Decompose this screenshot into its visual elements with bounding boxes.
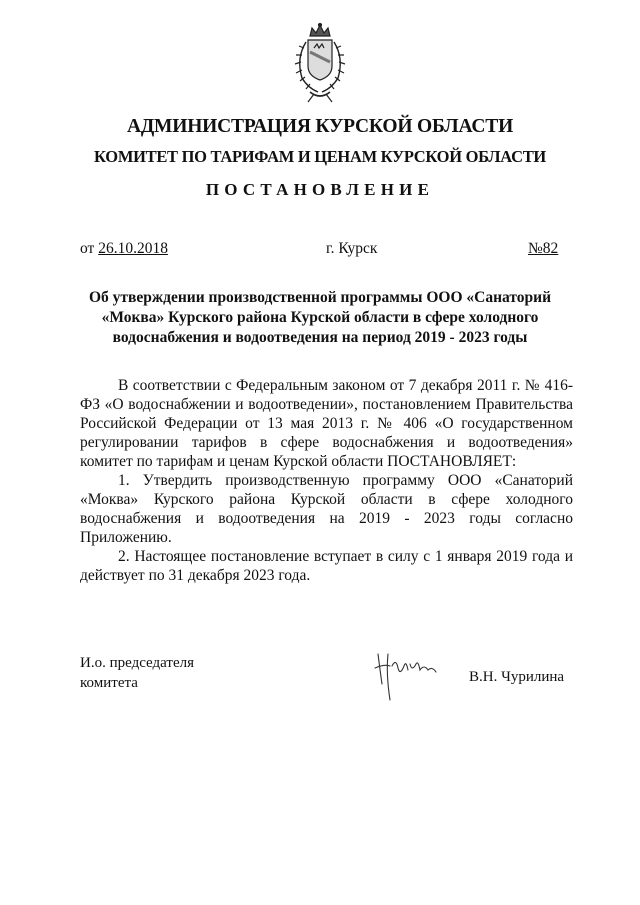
date-prefix: от [80, 240, 95, 257]
signatory-name: В.Н. Чурилина [469, 669, 565, 685]
paragraph-item-2: 2. Настоящее постановление вступает в силу с 1 января 2019 года и действует по 31 декабря 2023 года. [80, 548, 573, 584]
date-value: 26.10.2018 [98, 240, 168, 257]
signatory-position [80, 653, 194, 693]
position-line-1: И.о. председателя [80, 655, 195, 671]
document-subject: Об утверждении производственной программы ООО «Санаторий «Моква» Курского района Курской области в сфере холодного водоснабжения и водоотведения на период 2019 - 2023 годы [88, 289, 552, 346]
committee-title: КОМИТЕТ ПО ТАРИФАМ И ЦЕНАМ КУРСКОЙ ОБЛАСТИ [94, 147, 546, 166]
position-line-2: комитета [80, 675, 138, 691]
handwritten-signature [372, 640, 442, 710]
document-body [80, 376, 573, 585]
kursk-coat-of-arms-icon [288, 22, 352, 104]
document-number: №82 [528, 240, 559, 257]
document-city: г. Курск [326, 240, 378, 257]
paragraph-item-1: 1. Утвердить производственную программу ООО «Санаторий «Моква» Курского района Курской области в сфере холодного водоснабжения и водоотведения на 2019 - 2023 годы согласно Приложению. [80, 472, 573, 546]
org-title: АДМИНИСТРАЦИЯ КУРСКОЙ ОБЛАСТИ [126, 116, 514, 137]
paragraph-preamble: В соответствии с Федеральным законом от 7 декабря 2011 г. № 416-ФЗ «О водоснабжении и водоотведении», постановлением Правительства Российской Федерации от 13 мая 2013 г. № 406 «О государственном регулировании тарифов в сфере водоснабжения и водоотведения» комитет по тарифам и ценам Курской области ПОСТАНОВЛЯЕТ: [80, 377, 573, 470]
document-date [80, 240, 168, 258]
document-type: ПОСТАНОВЛЕНИЕ [205, 180, 435, 199]
